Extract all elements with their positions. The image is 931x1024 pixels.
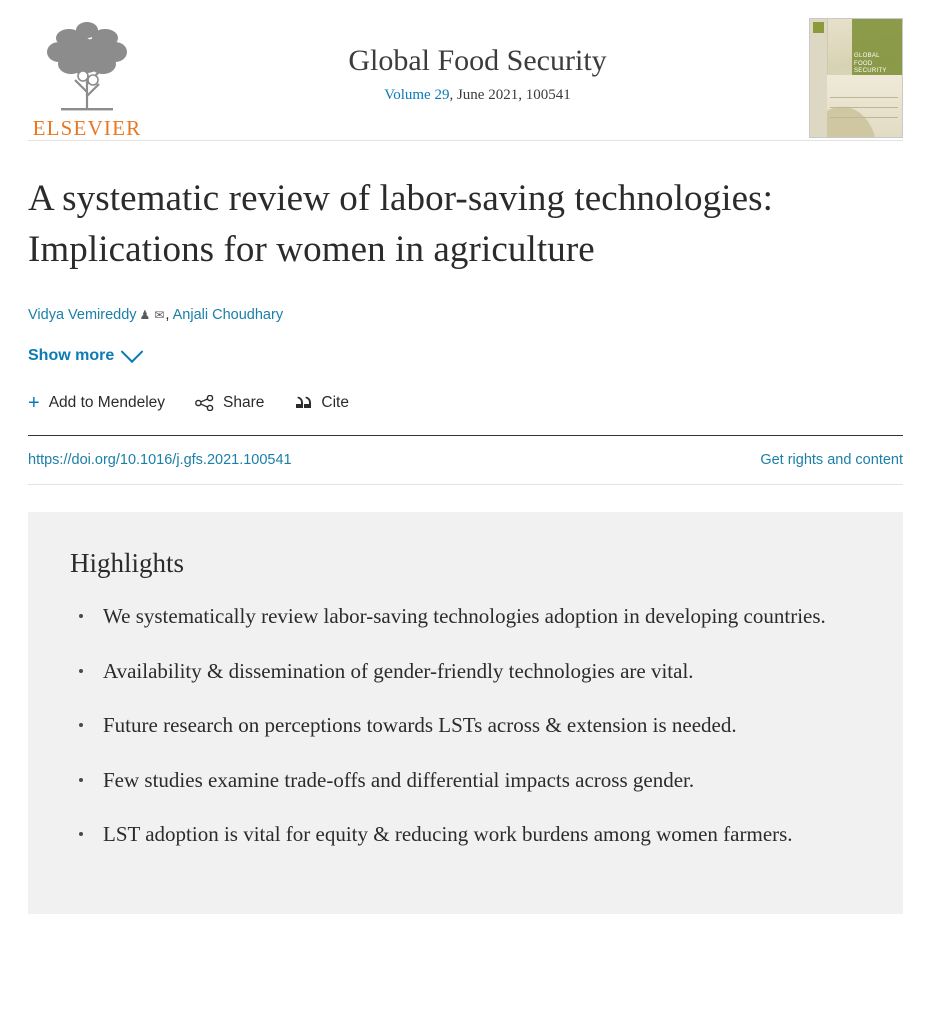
elsevier-logo[interactable] xyxy=(28,18,146,141)
issue-rest: , June 2021, 100541 xyxy=(449,87,571,103)
get-rights-and-content-link[interactable]: Get rights and content xyxy=(760,452,903,469)
journal-issue xyxy=(146,87,809,104)
cover-title: GLOBAL FOOD SECURITY xyxy=(854,53,887,74)
journal-center xyxy=(146,18,809,104)
doi-link[interactable]: https://doi.org/10.1016/j.gfs.2021.100541 xyxy=(28,452,292,469)
page-title: A systematic review of labor-saving technologies: Implications for women in agriculture xyxy=(28,178,773,271)
highlights-title: Highlights xyxy=(70,548,185,579)
doi-divider xyxy=(28,484,903,485)
cover-badge xyxy=(813,22,824,33)
share-label: Share xyxy=(223,394,265,412)
header-divider xyxy=(28,140,903,141)
elsevier-tree-icon xyxy=(39,18,135,114)
elsevier-wordmark: ELSEVIER xyxy=(32,116,142,140)
show-more-label: Show more xyxy=(28,347,115,365)
plus-icon: + xyxy=(28,392,40,415)
share-button[interactable] xyxy=(195,394,264,412)
cite-button[interactable] xyxy=(294,394,349,412)
article-actions xyxy=(28,393,903,413)
cover-left-strip xyxy=(810,19,828,137)
volume-link[interactable]: Volume 29 xyxy=(384,87,450,103)
quote-icon xyxy=(294,395,312,411)
cover-line-2 xyxy=(830,107,898,108)
list-item: LST adoption is vital for equity & reducing work burdens among women farmers. xyxy=(70,819,857,849)
doi-row xyxy=(28,436,903,484)
highlights-section xyxy=(28,512,903,913)
author-link-1[interactable]: Vidya Vemireddy xyxy=(28,307,137,324)
add-to-mendeley-button[interactable] xyxy=(28,393,165,413)
author-separator: , xyxy=(165,307,173,324)
list-item: Availability & dissemination of gender-friendly technologies are vital. xyxy=(70,656,857,686)
list-item: We systematically review labor-saving technologies adoption in developing countries. xyxy=(70,601,857,631)
cover-line-1 xyxy=(830,97,898,98)
author-link-2[interactable]: Anjali Choudhary xyxy=(172,307,284,324)
cover-line-3 xyxy=(830,117,898,118)
journal-cover-image[interactable] xyxy=(809,18,903,138)
chevron-down-icon xyxy=(121,341,144,364)
add-to-mendeley-label: Add to Mendeley xyxy=(48,394,166,412)
envelope-icon[interactable]: ✉ xyxy=(154,308,165,323)
list-item: Few studies examine trade-offs and differential impacts across gender. xyxy=(70,765,857,795)
article-header xyxy=(0,173,931,485)
cite-label: Cite xyxy=(321,394,349,412)
list-item: Future research on perceptions towards LSTs across & extension is needed. xyxy=(70,710,857,740)
person-icon[interactable]: ♟ xyxy=(139,308,151,323)
journal-title: Global Food Security xyxy=(348,44,607,77)
highlights-list xyxy=(70,601,857,849)
show-more-button[interactable] xyxy=(28,347,140,365)
share-icon xyxy=(195,395,214,411)
cover-artwork xyxy=(827,75,902,137)
author-list xyxy=(28,305,903,325)
journal-header xyxy=(0,0,931,140)
